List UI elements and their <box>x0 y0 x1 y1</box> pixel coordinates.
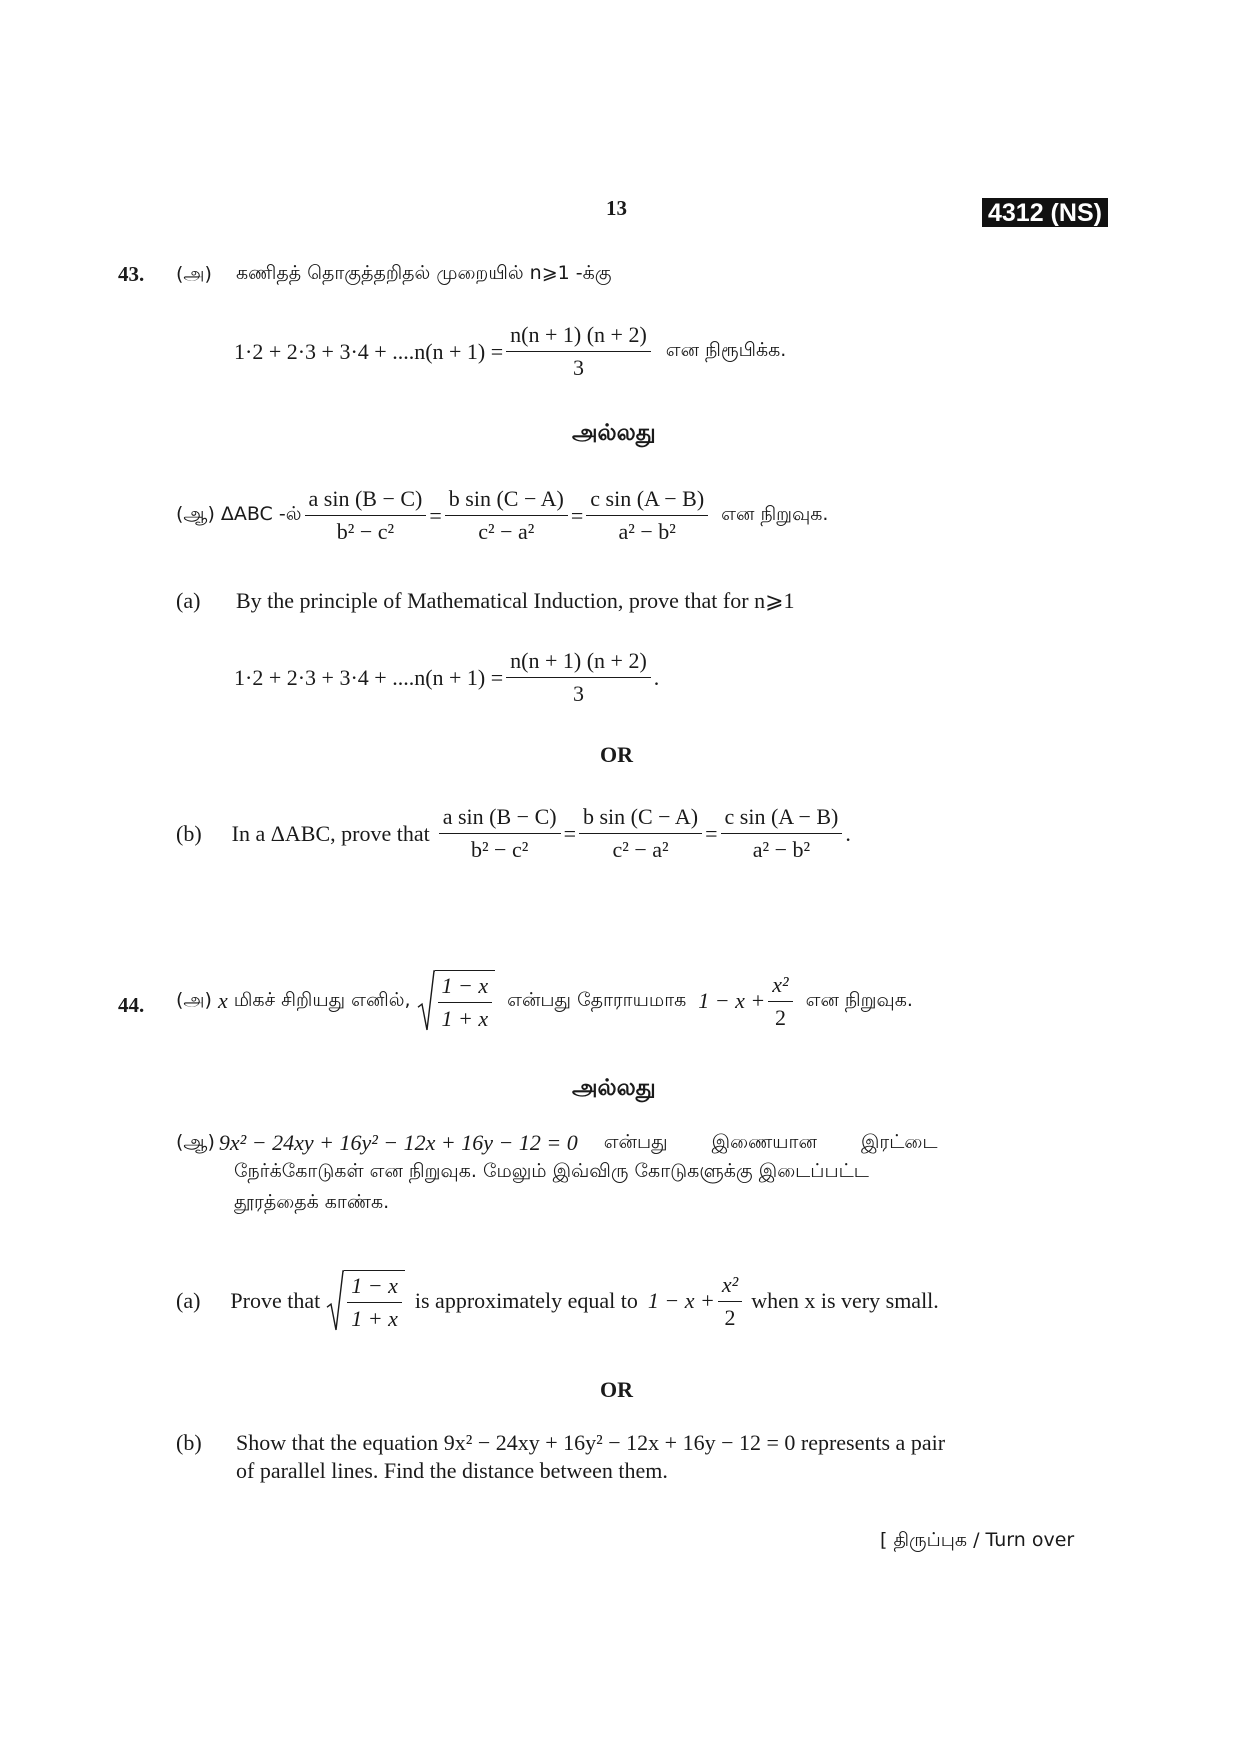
fraction-3: $\frac{\text{c sin (A − B)}}{\text{a² − b²}}$ <box>586 486 708 545</box>
variable-x: x <box>217 988 228 1013</box>
q44-a-tamil-text1: மிகச் சிறியது எனில், <box>233 988 411 1011</box>
q43-b-tamil-prefix: ΔABC -ல் <box>220 503 302 525</box>
x-squared-over-2: $\frac{\text{x²}}{2}$ <box>718 1272 742 1331</box>
q43-b-tamil <box>176 486 828 545</box>
period: . <box>653 664 660 690</box>
formula-lhs: 1·2 + 2·3 + 3·4 + ....n(n + 1) = <box>234 338 504 364</box>
q43-a-english-label: (a) <box>176 588 201 613</box>
or-english-43: OR <box>600 742 633 767</box>
formula-fraction: $\frac{n(n + 1) (n + 2)}{3}$ <box>506 322 651 381</box>
q44-a-tamil-text2: என்பது தோராயமாக <box>507 988 687 1011</box>
q43-a-tamil-label: (அ) <box>176 263 212 285</box>
q44-b-english-line2: of parallel lines. Find the distance between them. <box>236 1458 668 1483</box>
q44-b-english-label: (b) <box>176 1430 202 1455</box>
equation: 9x² − 24xy + 16y² − 12x + 16y − 12 = 0 <box>218 1130 578 1155</box>
q43-a-tamil-suffix: என நிரூபிக்க. <box>665 339 787 361</box>
q43-a-tamil-formula <box>234 322 786 381</box>
q43-b-tamil-label: (ஆ) <box>176 503 215 525</box>
q43-b-english <box>176 804 851 863</box>
q44-b-tamil-line1: என்பது இணையான இரட்டை <box>603 1130 938 1153</box>
approximation: 1 − x + <box>698 988 766 1013</box>
question-number-44: 44. <box>118 993 145 1017</box>
q43-a-tamil-text: கணிதத் தொகுத்தறிதல் முறையில் n⩾1 -க்கு <box>236 262 612 284</box>
q44-a-english-suffix: when x is very small. <box>751 1288 939 1313</box>
q43-b-english-prefix: In a ΔABC, prove that <box>231 820 430 846</box>
fraction-3: $\frac{\text{c sin (A − B)}}{\text{a² − b²}}$ <box>721 804 843 863</box>
formula-fraction: $\frac{n(n + 1) (n + 2)}{3}$ <box>506 648 651 707</box>
q43-b-english-label: (b) <box>176 820 202 846</box>
q43-a-english-text: By the principle of Mathematical Induction, prove that for n⩾1 <box>236 588 795 613</box>
or-tamil-44: அல்லது <box>572 1075 656 1101</box>
square-root: $\frac{1 - x}{1 + x}$ <box>326 1270 405 1332</box>
q44-b-tamil-line3: தூரத்தைக் காண்க. <box>234 1191 390 1213</box>
or-tamil-43: அல்லது <box>572 420 656 446</box>
q44-a-tamil-suffix: என நிறுவுக. <box>805 988 913 1011</box>
q44-a-english <box>176 1270 939 1332</box>
equals: = <box>705 820 718 846</box>
q44-a-english-mid: is approximately equal to <box>414 1288 638 1313</box>
fraction-1: $\frac{\text{a sin (B − C)}}{\text{b² − c²}}$ <box>439 804 561 863</box>
fraction-1: $\frac{\text{a sin (B − C)}}{\text{b² − c²}}$ <box>305 486 427 545</box>
q44-b-tamil-label: (ஆ) <box>176 1130 215 1153</box>
x-squared-over-2: $\frac{\text{x²}}{2}$ <box>768 972 792 1031</box>
page-number: 13 <box>606 196 627 220</box>
q43-b-tamil-suffix: என நிறுவுக. <box>721 503 829 525</box>
equals: = <box>563 820 576 846</box>
approximation: 1 − x + <box>647 1288 715 1313</box>
q44-b-tamil-line2: நேர்க்கோடுகள் என நிறுவுக. மேலும் இவ்விரு கோடுகளுக்கு இடைப்பட்ட <box>234 1160 869 1182</box>
paper-code-badge: 4312 (NS) <box>982 198 1108 227</box>
equals: = <box>429 502 442 528</box>
fraction-2: $\frac{\text{b sin (C − A)}}{\text{c² − a²}}$ <box>579 804 702 863</box>
q44-a-tamil-label: (அ) <box>176 988 212 1011</box>
q43-a-english-formula <box>234 648 659 707</box>
q44-b-tamil <box>176 1130 1066 1216</box>
q44-a-english-prefix: Prove that <box>230 1288 321 1313</box>
equals: = <box>570 502 584 528</box>
period: . <box>845 820 851 846</box>
square-root: $\frac{1 - x}{1 + x}$ <box>417 970 496 1032</box>
or-english-44: OR <box>600 1377 633 1402</box>
turn-over-note: [ திருப்புக / Turn over <box>880 1529 1075 1551</box>
q44-a-english-label: (a) <box>176 1288 201 1313</box>
formula-lhs: 1·2 + 2·3 + 3·4 + ....n(n + 1) = <box>234 664 504 690</box>
q44-a-tamil <box>176 970 913 1032</box>
question-number-43: 43. <box>118 262 145 286</box>
fraction-2: $\frac{\text{b sin (C − A)}}{\text{c² − a²}}$ <box>445 486 568 545</box>
q44-b-english-line1: Show that the equation 9x² − 24xy + 16y² − 12x + 16y − 12 = 0 represents a pair <box>236 1430 946 1455</box>
